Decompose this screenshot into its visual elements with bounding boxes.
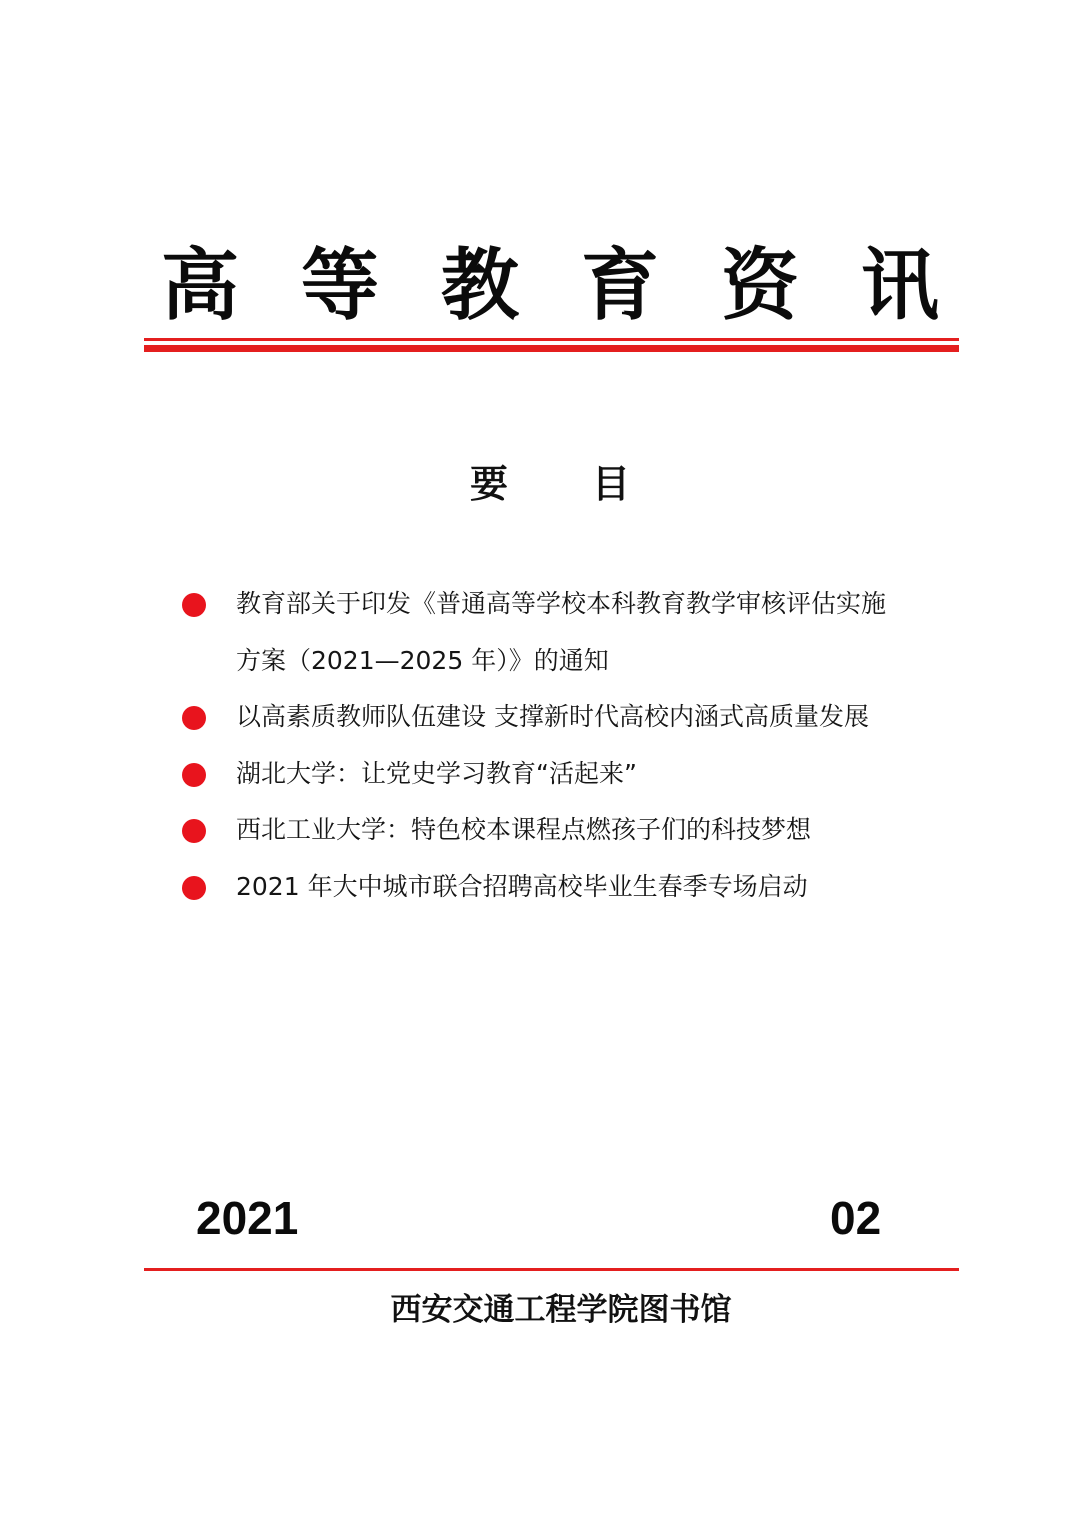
toc-heading-char: 要 <box>470 460 509 506</box>
toc-item-continuation <box>180 633 960 690</box>
masthead-char: 等 <box>300 240 379 331</box>
toc-item <box>180 689 960 746</box>
issue-year: 2021 <box>196 1192 299 1244</box>
masthead-divider-thin <box>144 338 959 341</box>
toc-item-text: 湖北大学：让党史学习教育“活起来” <box>236 758 637 788</box>
toc-item <box>180 802 960 859</box>
toc-item-text: 西北工业大学：特色校本课程点燃孩子们的科技梦想 <box>236 815 812 844</box>
masthead-char: 资 <box>720 240 799 331</box>
toc-item-text: 以高素质教师队伍建设 支撑新时代高校内涵式高质量发展 <box>236 702 869 731</box>
masthead-char: 教 <box>440 240 519 331</box>
toc-item-text: 2021 年大中城市联合招聘高校毕业生春季专场启动 <box>236 871 808 901</box>
red-bullet-icon <box>182 876 206 900</box>
red-bullet-icon <box>182 819 206 843</box>
red-bullet-icon <box>182 763 206 787</box>
masthead-divider-thick <box>144 345 959 352</box>
red-bullet-icon <box>182 593 206 617</box>
toc-item-text: 教育部关于印发《普通高等学校本科教育教学审核评估实施 <box>236 589 887 618</box>
red-bullet-icon <box>182 706 206 730</box>
toc-heading <box>470 450 630 510</box>
toc-item <box>180 746 960 803</box>
toc-item <box>180 576 960 633</box>
toc-heading-char: 目 <box>591 460 630 506</box>
masthead-title <box>150 236 950 336</box>
footer-divider <box>144 1268 959 1271</box>
masthead-char: 高 <box>160 240 239 331</box>
toc-list <box>180 576 960 915</box>
toc-item-text: 方案（2021—2025 年）》的通知 <box>236 645 609 675</box>
issue-number: 02 <box>830 1192 882 1244</box>
masthead-char: 讯 <box>860 240 939 331</box>
publisher-name: 西安交通工程学院图书馆 <box>390 1292 732 1328</box>
masthead-char: 育 <box>580 240 659 331</box>
toc-item <box>180 859 960 916</box>
